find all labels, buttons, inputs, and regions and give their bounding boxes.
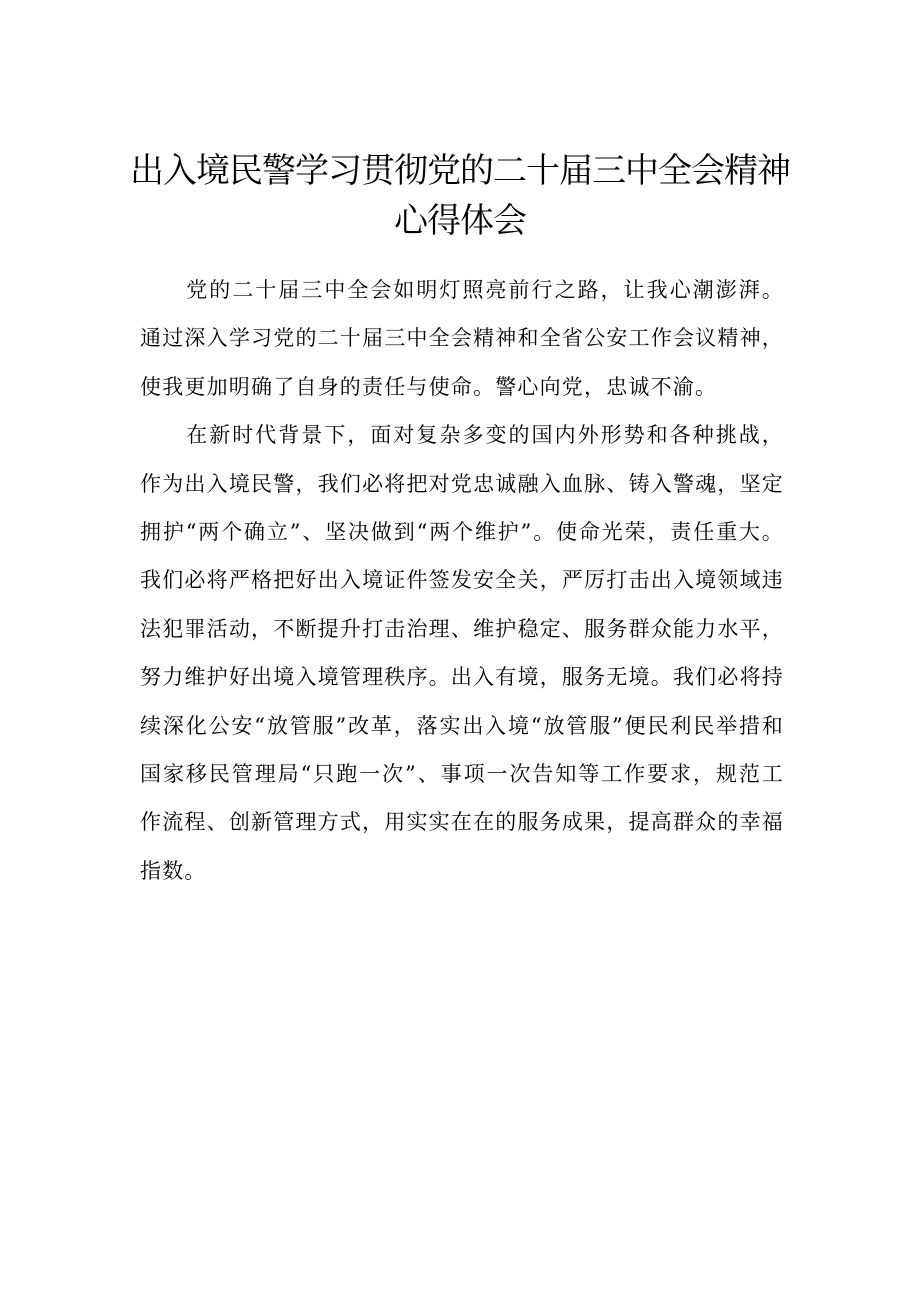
paragraph-1: 党的二十届三中全会如明灯照亮前行之路，让我心潮澎湃。通过深入学习党的二十届三中全会精神和全省公安工作会议精神，使我更加明确了自身的责任与使命。警心向党，忠诚不渝。 [140, 278, 784, 399]
document-body [140, 266, 784, 895]
title-line-2: 心得体会 [394, 201, 526, 241]
title-line-1: 出入境民警学习贯彻党的二十届三中全会精神 [130, 151, 790, 191]
document-title [0, 146, 920, 246]
paragraph-2: 在新时代背景下，面对复杂多变的国内外形势和各种挑战，作为出入境民警，我们必将把对党忠诚融入血脉、铸入警魂，坚定拥护“两个确立”、坚决做到“两个维护”。使命光荣，责任重大。我们必将严格把好出入境证件签发安全关，严厉打击出入境领域违法犯罪活动，不断提升打击治理、维护稳定、服务群众能力水平，努力维护好出境入境管理秩序。出入有境，服务无境。我们必将持续深化公安“放管服”改革，落实出入境“放管服”便民利民举措和国家移民管理局“只跑一次”、事项一次告知等工作要求，规范工作流程、创新管理方式，用实实在在的服务成果，提高群众的幸福指数。 [140, 423, 784, 883]
